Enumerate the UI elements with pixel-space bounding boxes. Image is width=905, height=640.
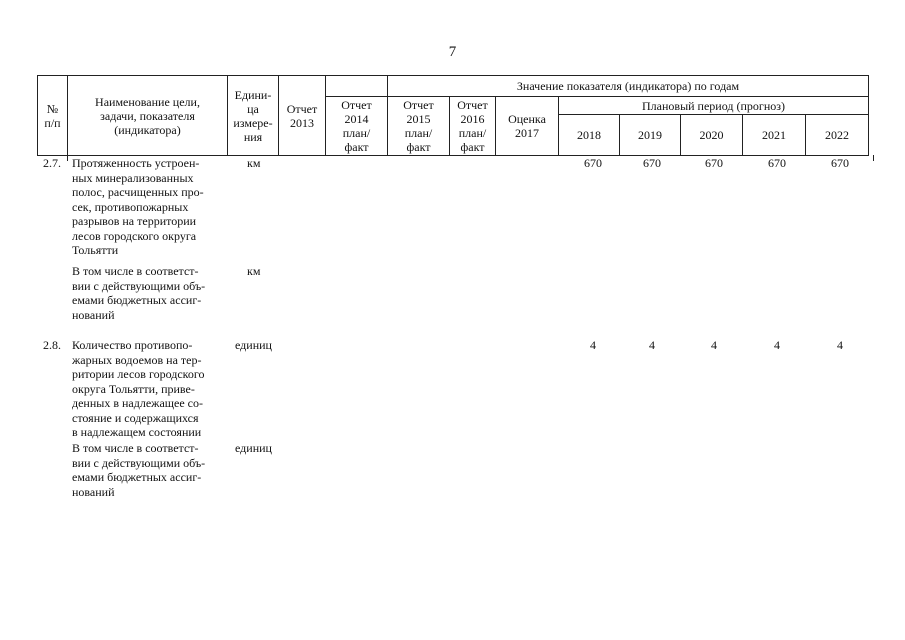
row-value-2019: 4 xyxy=(649,338,655,352)
row-value-2021: 670 xyxy=(768,156,786,170)
row-unit: единиц xyxy=(235,338,272,352)
header-report-2013: Отчет 2013 xyxy=(279,76,326,156)
header-year: 2019 xyxy=(620,115,681,156)
header-report-2015: Отчет 2015 план/ факт xyxy=(388,97,450,156)
row-name: В том числе в соответст- вии с действующими объ- емами бюджетных ассиг- нований xyxy=(72,441,206,499)
header-unit: Едини- ца измере- ния xyxy=(228,76,279,156)
header-report-2016: Отчет 2016 план/ факт xyxy=(450,97,496,156)
page-number: 7 xyxy=(448,44,457,60)
row-value-2022: 4 xyxy=(837,338,843,352)
row-unit: единиц xyxy=(235,441,272,455)
row-name: В том числе в соответст- вии с действующими объ- емами бюджетных ассиг- нований xyxy=(72,264,206,322)
row-num: 2.8. xyxy=(43,338,61,352)
divider xyxy=(873,155,874,161)
header-estimate-2017: Оценка 2017 xyxy=(496,97,559,156)
row-value-2021: 4 xyxy=(774,338,780,352)
header-year: 2018 xyxy=(559,115,620,156)
row-value-2019: 670 xyxy=(643,156,661,170)
row-value-2018: 4 xyxy=(590,338,596,352)
row-value-2020: 670 xyxy=(705,156,723,170)
row-value-2020: 4 xyxy=(711,338,717,352)
row-value-2018: 670 xyxy=(584,156,602,170)
header-year: 2022 xyxy=(806,115,869,156)
row-name: Протяженность устроен- ных минерализованных полос, расчищенных про- сек, противопожарных разрывов на территории лесов городского округа Тольятти xyxy=(72,156,204,257)
header-plan-period: Плановый период (прогноз) xyxy=(559,97,869,115)
header-name: Наименование цели, задачи, показателя (индикатора) xyxy=(68,76,228,156)
row-name: Количество противопо- жарных водоемов на тер- ритории лесов городского округа Тольятти, приве- денных в надлежащее со- стояние и содержащихся в надлежащем состоянии xyxy=(72,338,205,439)
row-unit: км xyxy=(247,156,261,170)
header-report-2014: Отчет 2014 план/ факт xyxy=(326,97,388,156)
row-num: 2.7. xyxy=(43,156,61,170)
row-value-2022: 670 xyxy=(831,156,849,170)
row-unit: км xyxy=(247,264,261,278)
header-year: 2020 xyxy=(681,115,743,156)
header-values-by-year: Значение показателя (индикатора) по годам xyxy=(388,76,869,97)
header-num: № п/п xyxy=(38,76,68,156)
header-year: 2021 xyxy=(743,115,806,156)
